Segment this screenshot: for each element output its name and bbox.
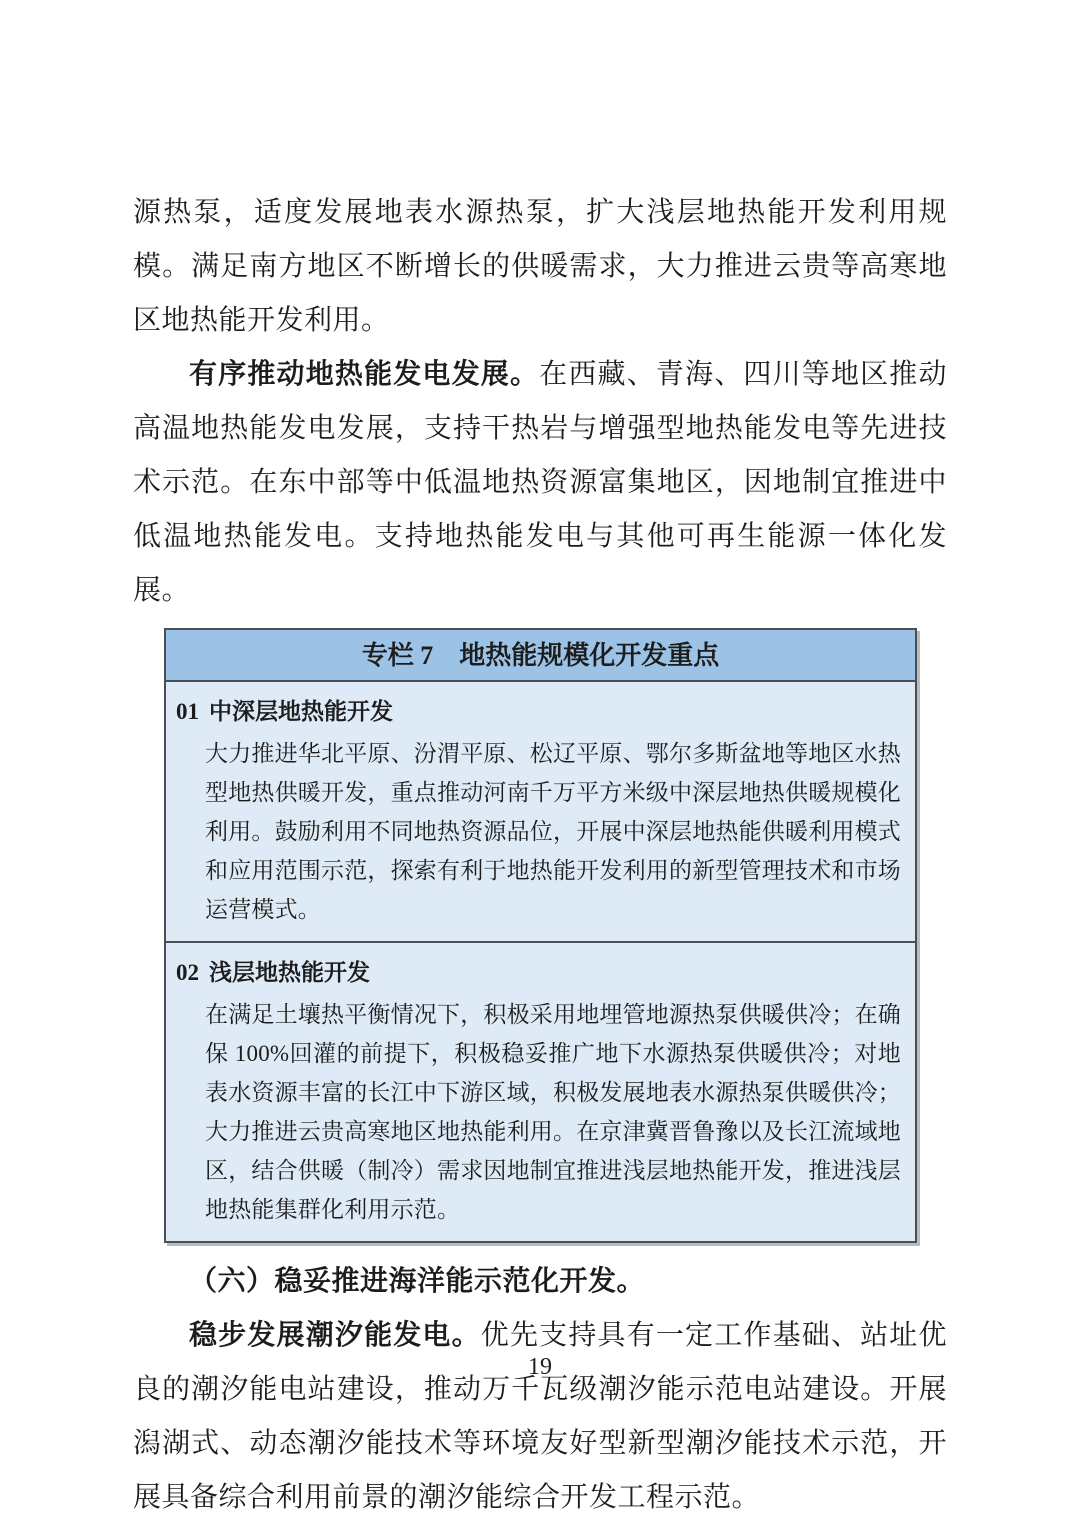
section-number: 02	[176, 960, 199, 985]
page-number: 19	[528, 1354, 552, 1380]
section-heading	[176, 951, 901, 995]
paragraph-text: 在西藏、青海、四川等地区推动高温地热能发电发展，支持干热岩与增强型地热能发电等先进技术示范。在东中部等中低温地热资源富集地区，因地制宜推进中低温地热能发电。支持地热能发电与其他可再生能源一体化发展。	[133, 359, 947, 606]
box-section-mid-deep-geothermal	[166, 682, 915, 941]
paragraph-text: 源热泵，适度发展地表水源热泵，扩大浅层地热能开发利用规模。满足南方地区不断增长的供暖需求，大力推进云贵等高寒地区地热能开发利用。	[133, 197, 947, 336]
document-content	[133, 186, 947, 1525]
paragraph-geothermal-heating	[133, 186, 947, 348]
section-title: 浅层地热能开发	[209, 960, 370, 985]
paragraph-text: 优先支持具有一定工作基础、站址优良的潮汐能电站建设，推动万千瓦级潮汐能示范电站建设。开展潟湖式、动态潮汐能技术等环境友好型新型潮汐能技术示范，开展具备综合利用前景的潮汐能综合开发工程示范。	[133, 1320, 947, 1513]
paragraph-tidal-power	[133, 1309, 947, 1525]
section-body: 在满足土壤热平衡情况下，积极采用地埋管地源热泵供暖供冷；在确保 100%回灌的前提下，积极稳妥推广地下水源热泵供暖供冷；对地表水资源丰富的长江中下游区域，积极发展地表水源热泵供暖供冷；大力推进云贵高寒地区地热能利用。在京津冀晋鲁豫以及长江流域地区，结合供暖（制冷）需求因地制宜推进浅层地热能开发，推进浅层地热能集群化利用示范。	[205, 1002, 901, 1222]
paragraph-bold-lead: 有序推动地热能发电发展。	[189, 359, 540, 390]
section-heading	[176, 690, 901, 734]
section-body: 大力推进华北平原、汾渭平原、松辽平原、鄂尔多斯盆地等地区水热型地热供暖开发，重点推动河南千万平方米级中深层地热供暖规模化利用。鼓励利用不同地热资源品位，开展中深层地热能供暖利用模式和应用范围示范，探索有利于地热能开发利用的新型管理技术和市场运营模式。	[205, 741, 901, 922]
subsection-heading-ocean-energy: （六）稳妥推进海洋能示范化开发。	[189, 1266, 646, 1297]
paragraph-geothermal-power	[133, 348, 947, 618]
callout-box	[164, 628, 917, 1243]
callout-box-body	[166, 682, 915, 1241]
section-number: 01	[176, 699, 199, 724]
paragraph-bold-lead: 稳步发展潮汐能发电。	[189, 1320, 481, 1351]
callout-box-title: 专栏 7 地热能规模化开发重点	[166, 630, 915, 682]
section-title: 中深层地热能开发	[209, 699, 393, 724]
box-section-shallow-geothermal	[166, 941, 915, 1241]
